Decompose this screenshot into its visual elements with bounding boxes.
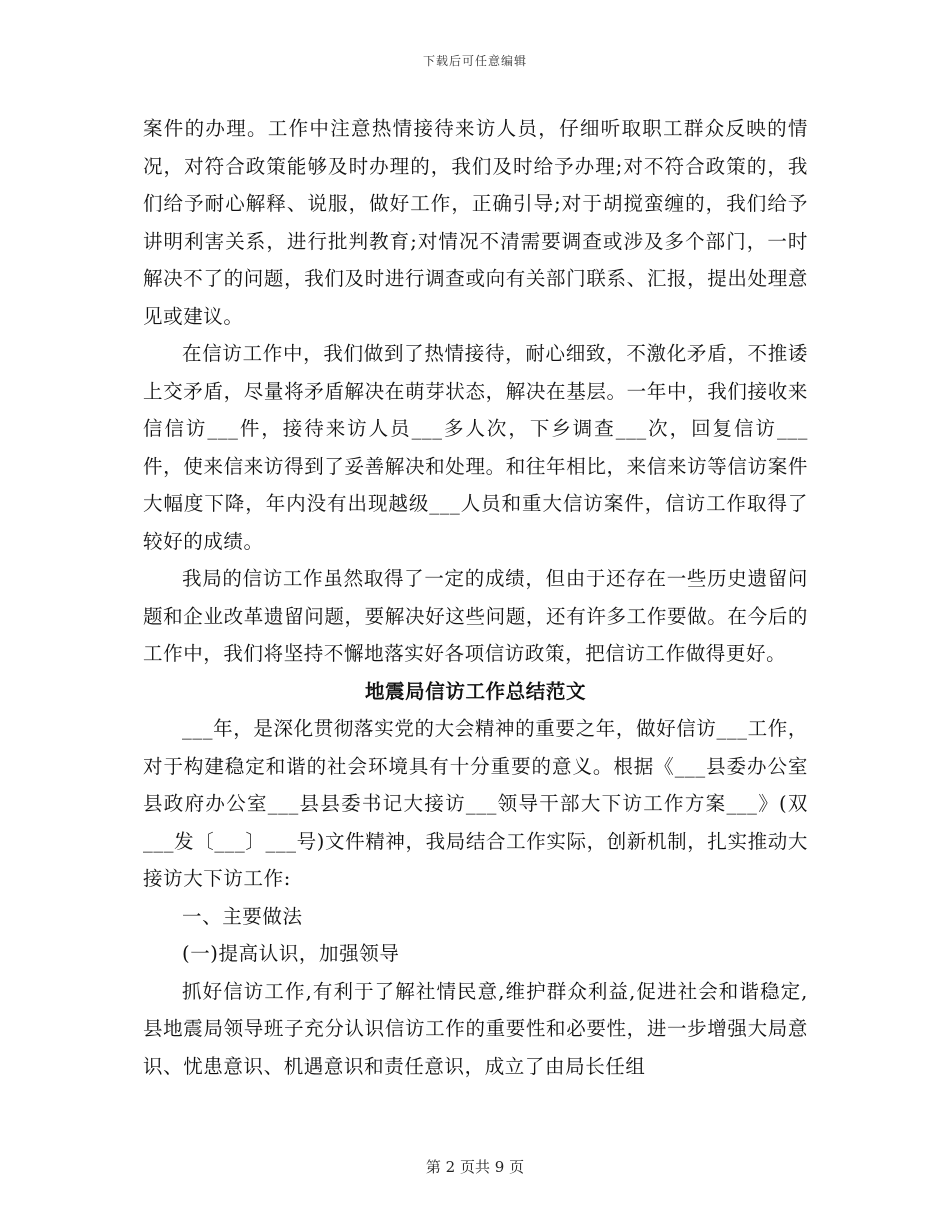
paragraph: 抓好信访工作,有利于了解社情民意,维护群众利益,促进社会和谐稳定,县地震局领导班子充分认识信访工作的重要性和必要性，进一步增强大局意识、忧患意识、机遇意识和责任意识，成立了由局长任组	[143, 979, 808, 1078]
document-body	[143, 110, 808, 1085]
paragraph-continued: 案件的办理。工作中注意热情接待来访人员，仔细听取职工群众反映的情况，对符合政策能够及时办理的，我们及时给予办理;对不符合政策的，我们给予耐心解释、说服，做好工作，正确引导;对于胡搅蛮缠的，我们给予讲明利害关系，进行批判教育;对情况不清需要调查或涉及多个部门，一时解决不了的问题，我们及时进行调查或向有关部门联系、汇报，提出处理意见或建议。	[143, 117, 808, 328]
paragraph: 在信访工作中，我们做到了热情接待，耐心细致，不激化矛盾，不推诿上交矛盾，尽量将矛盾解决在萌芽状态，解决在基层。一年中，我们接收来信信访___件，接待来访人员___多人次，下乡调查___次，回复信访___件，使来信来访得到了妥善解决和处理。和往年相比，来信来访等信访案件大幅度下降，年内没有出现越级___人员和重大信访案件，信访工作取得了较好的成绩。	[143, 342, 808, 553]
subheading-awareness: (一)提高认识，加强领导	[182, 942, 400, 965]
paragraph: 我局的信访工作虽然取得了一定的成绩，但由于还存在一些历史遗留问题和企业改革遗留问题，要解决好这些问题，还有许多工作要做。在今后的工作中，我们将坚持不懈地落实好各项信访政策，把信访工作做得更好。	[143, 567, 808, 665]
page-header: 下载后可任意编辑	[422, 54, 527, 68]
heading-main-practices: 一、主要做法	[182, 904, 303, 928]
page-number: 第 2 页共 9 页	[425, 1158, 525, 1176]
section-title: 地震局信访工作总结范文	[364, 679, 587, 703]
paragraph: ___年，是深化贯彻落实党的大会精神的重要之年，做好信访___工作，对于构建稳定和谐的社会环境具有十分重要的意义。根据《___县委办公室县政府办公室___县县委书记大接访___领导干部大下访工作方案___》(双___发〔___〕___号)文件精神，我局结合工作实际，创新机制，扎实推动大接访大下访工作:	[143, 717, 808, 890]
